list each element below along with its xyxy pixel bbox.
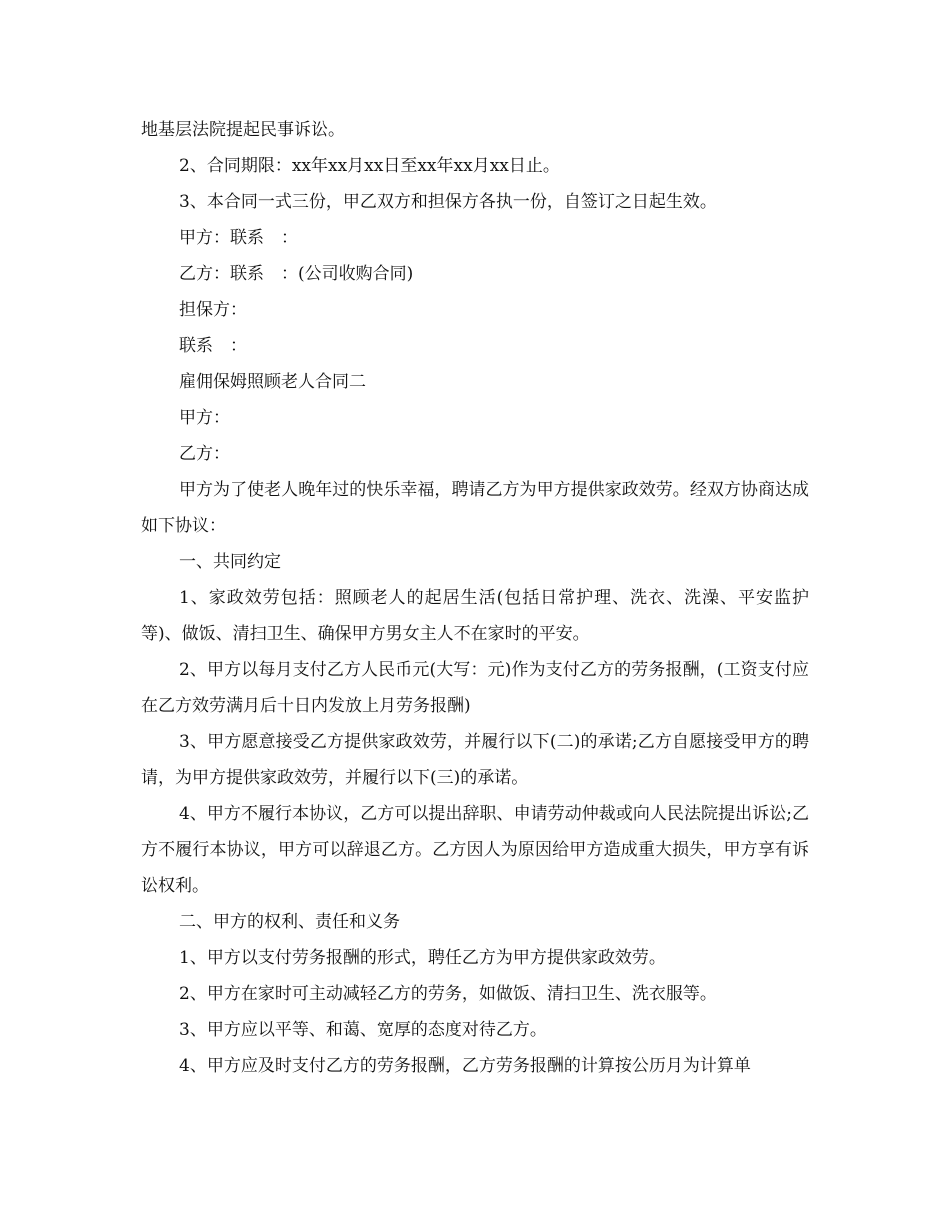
document-body — [141, 112, 809, 1084]
clause-acceptance: 3、甲方愿意接受乙方提供家政效劳，并履行以下(二)的承诺;乙方自愿接受甲方的聘请，为甲方提供家政效劳，并履行以下(三)的承诺。 — [141, 732, 809, 788]
party-a-clause-1: 1、甲方以支付劳务报酬的形式，聘任乙方为甲方提供家政效劳。 — [179, 948, 666, 968]
paragraph-preamble: 甲方为了使老人晚年过的快乐幸福，聘请乙方为甲方提供家政效劳。经双方协商达成如下协议： — [141, 480, 809, 536]
guarantor-label: 担保方： — [179, 300, 247, 320]
party-b-label: 乙方： — [179, 444, 230, 464]
paragraph-lawsuit-court: 地基层法院提起民事诉讼。 — [141, 120, 345, 140]
party-b-contact: 乙方：联系 ：(公司收购合同) — [179, 264, 414, 284]
paragraph-contract-term: 2、合同期限：xx年xx月xx日至xx年xx月xx日止。 — [179, 156, 560, 176]
party-a-clause-3: 3、甲方应以平等、和蔼、宽厚的态度对待乙方。 — [179, 1020, 547, 1040]
guarantor-contact: 联系 ： — [179, 336, 247, 356]
party-a-contact: 甲方：联系 ： — [179, 228, 298, 248]
party-a-clause-2: 2、甲方在家时可主动减轻乙方的劳务，如做饭、清扫卫生、洗衣服等。 — [179, 984, 717, 1004]
clause-payment: 2、甲方以每月支付乙方人民币元(大写：元)作为支付乙方的劳务报酬，(工资支付应在乙方效劳满月后十日内发放上月劳务报酬) — [141, 660, 809, 716]
heading-party-a-rights: 二、甲方的权利、责任和义务 — [179, 912, 400, 932]
clause-breach: 4、甲方不履行本协议，乙方可以提出辞职、申请劳动仲裁或向人民法院提出诉讼;乙方不履行本协议，甲方可以辞退乙方。乙方因人为原因给甲方造成重大损失，甲方享有诉讼权利。 — [141, 804, 809, 896]
heading-mutual-agreement: 一、共同约定 — [179, 552, 281, 572]
clause-service-scope: 1、家政效劳包括：照顾老人的起居生活(包括日常护理、洗衣、洗澡、平安监护等)、做饭、清扫卫生、确保甲方男女主人不在家时的平安。 — [141, 588, 809, 644]
party-a-label: 甲方： — [179, 408, 230, 428]
party-a-clause-4: 4、甲方应及时支付乙方的劳务报酬，乙方劳务报酬的计算按公历月为计算单 — [179, 1056, 751, 1076]
section-title-contract-two: 雇佣保姆照顾老人合同二 — [179, 372, 366, 392]
paragraph-copies: 3、本合同一式三份，甲乙双方和担保方各执一份，自签订之日起生效。 — [179, 192, 717, 212]
